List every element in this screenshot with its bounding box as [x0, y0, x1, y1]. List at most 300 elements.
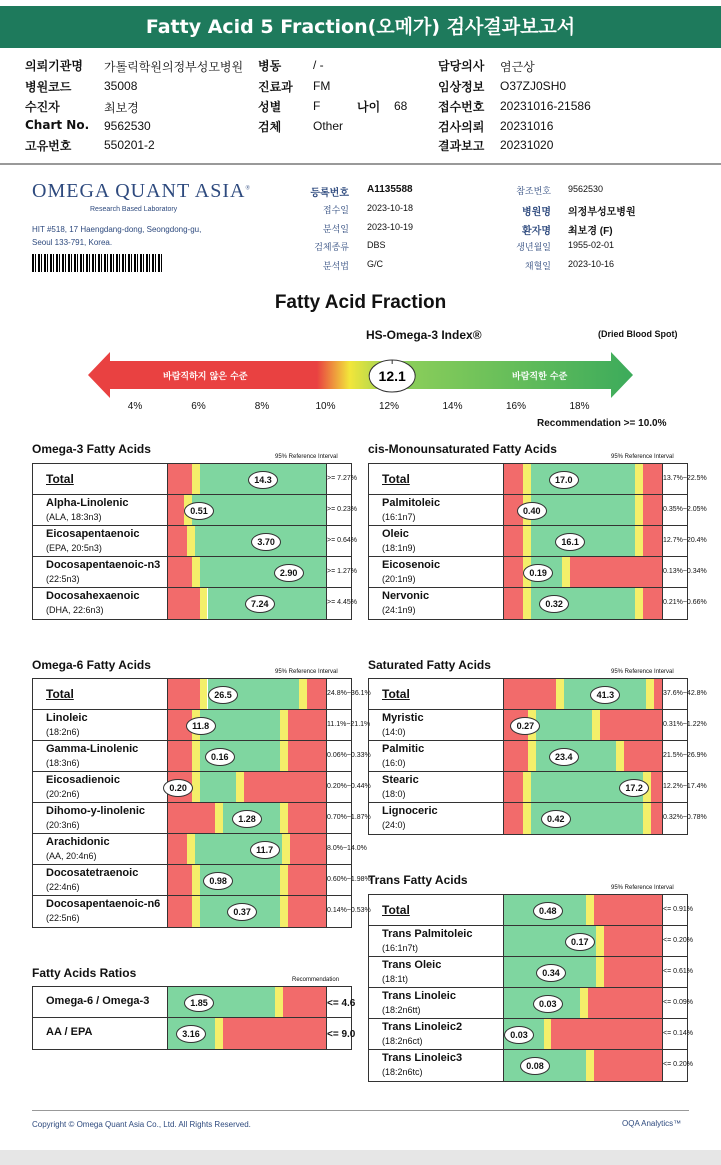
range-segment-y	[236, 772, 244, 802]
row-subname: (24:0)	[382, 820, 406, 830]
patient-value: 가톨릭학원의정부성모병원	[104, 60, 244, 74]
range-bar	[167, 865, 327, 895]
reference-range: <= 9.0	[327, 1028, 356, 1040]
range-segment-r	[600, 710, 662, 740]
row-subname: (18:2n6tt)	[382, 1005, 421, 1015]
range-bar	[503, 803, 663, 834]
patient-label: 의뢰기관명	[25, 59, 83, 73]
range-bar	[503, 988, 663, 1018]
range-segment-r	[223, 1018, 326, 1049]
range-segment-y	[299, 679, 307, 709]
report-label: 병원명	[522, 207, 551, 218]
lab-logo	[32, 180, 251, 203]
fatty-acid-row	[33, 987, 356, 1018]
report-label: 분석일	[322, 224, 349, 234]
range-segment-r	[654, 679, 662, 709]
total-row	[369, 895, 693, 926]
patient-label: 검체	[258, 120, 282, 134]
value-bubble: 11.8	[186, 717, 216, 735]
reference-range: 37.6%~42.8%	[663, 689, 707, 697]
range-segment-y	[280, 741, 288, 771]
range-segment-r	[168, 896, 192, 927]
range-segment-y	[192, 741, 200, 771]
range-segment-y	[646, 679, 654, 709]
patient-value: / -	[313, 58, 324, 72]
fatty-acid-row	[369, 1050, 693, 1081]
range-segment-r	[504, 464, 523, 494]
range-segment-r	[168, 557, 192, 587]
range-segment-r	[290, 834, 326, 864]
gauge-tick-label: 8%	[254, 401, 270, 412]
gauge-tick-label: 10%	[315, 401, 336, 412]
fatty-acid-row	[33, 834, 367, 865]
row-subname: (22:5n6)	[46, 913, 80, 923]
range-segment-y	[192, 865, 200, 895]
range-segment-r	[504, 679, 556, 709]
value-bubble: 0.34	[536, 964, 566, 982]
value-bubble: 16.1	[555, 533, 585, 551]
range-segment-r	[588, 988, 662, 1018]
range-segment-r	[551, 1019, 662, 1049]
range-segment-r	[504, 588, 523, 619]
patient-value: 35008	[104, 79, 138, 93]
lab-address-line1: HIT #518, 17 Haengdang-dong, Seongdong-gu,	[32, 225, 202, 234]
lab-tagline: Research Based Laboratory	[90, 206, 178, 213]
patient-label: 나이	[357, 100, 381, 114]
range-segment-r	[643, 464, 662, 494]
range-segment-y	[523, 772, 531, 802]
row-name: Trans Linoleic	[382, 990, 456, 1002]
range-bar	[503, 957, 663, 987]
patient-value: 20231016-21586	[500, 99, 591, 113]
value-bubble: 3.16	[176, 1025, 206, 1043]
section-title: Fatty Acids Ratios	[32, 966, 137, 980]
row-name: Omega-6 / Omega-3	[46, 995, 150, 1007]
report-label: 분석법	[322, 261, 349, 271]
report-value: 최보경 (F)	[568, 226, 613, 237]
patient-value: FM	[313, 79, 331, 93]
reference-range: <= 0.91%	[663, 905, 693, 913]
reference-range: 0.35%~2.05%	[663, 505, 707, 513]
range-segment-g	[531, 464, 635, 494]
row-subname: (16:1n7)	[382, 512, 416, 522]
patient-value: 20231016	[500, 119, 554, 133]
range-bar	[503, 679, 663, 709]
fatty-acid-row	[33, 588, 357, 619]
row-name: Eicosenoic	[382, 559, 441, 571]
row-name: Trans Linoleic2	[382, 1021, 463, 1033]
range-bar	[503, 588, 663, 619]
reference-range: 0.13%~0.34%	[663, 567, 707, 575]
range-segment-r	[288, 710, 326, 740]
range-segment-g	[200, 772, 236, 802]
range-segment-r	[168, 741, 192, 771]
row-name: Docosahexaenoic	[46, 590, 140, 602]
reference-range: >= 4.45%	[327, 598, 357, 606]
fatty-acid-row	[369, 741, 707, 772]
range-segment-y	[596, 926, 604, 956]
section-header-note: 95% Reference Interval	[275, 454, 338, 460]
lab-logo-mark: ®	[245, 185, 251, 192]
patient-value: 최보경	[104, 101, 139, 115]
index-title: HS-Omega-3 Index®	[366, 328, 482, 342]
report-value: G/C	[367, 259, 384, 269]
patient-value: O37ZJ0SH0	[500, 79, 567, 93]
row-name: AA / EPA	[46, 1026, 93, 1038]
range-segment-r	[570, 557, 662, 587]
report-label: 채혈일	[524, 261, 551, 271]
row-name: Arachidonic	[46, 836, 110, 848]
copyright: Copyright © Omega Quant Asia Co., Ltd. All Rights Reserved.	[32, 1120, 251, 1129]
section-table	[32, 463, 357, 620]
range-segment-y	[635, 495, 643, 525]
range-bar	[503, 464, 663, 494]
row-subname: (20:3n6)	[46, 820, 80, 830]
section-table	[368, 678, 707, 835]
range-segment-y	[635, 588, 643, 619]
reference-range: >= 1.27%	[327, 567, 357, 575]
range-segment-y	[187, 834, 195, 864]
patient-label: 병원코드	[25, 80, 72, 94]
range-segment-r	[594, 1050, 662, 1081]
range-segment-y	[280, 865, 288, 895]
report-value: 2023-10-18	[367, 203, 414, 213]
value-bubble: 0.42	[541, 810, 571, 828]
fatty-acid-row	[369, 988, 693, 1019]
value-bubble: 17.2	[619, 779, 649, 797]
row-name: Stearic	[382, 774, 419, 786]
range-segment-y	[187, 526, 195, 556]
range-segment-y	[523, 588, 531, 619]
index-value: 12.1	[378, 368, 406, 384]
section-table	[32, 678, 371, 928]
patient-label: Chart No.	[25, 118, 90, 132]
section-header-note: 95% Reference Interval	[275, 669, 338, 675]
value-bubble: 41.3	[590, 686, 620, 704]
range-segment-y	[586, 895, 594, 925]
patient-label: 결과보고	[438, 139, 485, 153]
patient-value: Other	[313, 119, 344, 133]
value-bubble: 1.85	[184, 994, 214, 1012]
lab-logo-text: OMEGA QUANT ASIA	[32, 180, 246, 202]
patient-label: 담당의사	[438, 59, 485, 73]
range-segment-y	[192, 464, 200, 494]
row-subname: (16:1n7t)	[382, 943, 419, 953]
patient-label: 성별	[258, 100, 282, 114]
patient-value: 염근상	[500, 60, 535, 74]
total-label: Total	[382, 903, 410, 917]
value-bubble: 1.28	[232, 810, 262, 828]
range-segment-y	[200, 588, 208, 619]
patient-label: 임상정보	[438, 80, 485, 94]
range-segment-r	[283, 987, 326, 1017]
range-segment-y	[282, 834, 290, 864]
lab-address-line2: Seoul 133-791, Korea.	[32, 238, 113, 247]
value-bubble: 0.27	[510, 717, 540, 735]
patient-label: 고유번호	[25, 139, 72, 153]
total-row	[33, 464, 357, 495]
reference-range: <= 0.20%	[663, 936, 693, 944]
value-bubble: 0.03	[504, 1026, 534, 1044]
value-bubble: 0.40	[517, 502, 547, 520]
value-bubble: 0.19	[523, 564, 553, 582]
range-segment-r	[288, 865, 326, 895]
section-title: Omega-6 Fatty Acids	[32, 658, 151, 672]
reference-range: 0.70%~1.87%	[327, 813, 371, 821]
value-bubble: 26.5	[208, 686, 238, 704]
fatty-acid-row	[33, 557, 357, 588]
patient-label: 접수번호	[438, 100, 485, 114]
gauge-tick-label: 4%	[127, 401, 143, 412]
row-name: Myristic	[382, 712, 424, 724]
reference-range: 0.60%~1.98%	[327, 875, 371, 883]
row-name: Palmitoleic	[382, 497, 441, 509]
value-bubble: 14.3	[248, 471, 278, 489]
range-bar	[167, 741, 327, 771]
reference-range: 0.21%~0.66%	[663, 598, 707, 606]
row-subname: (18:1t)	[382, 974, 409, 984]
row-name: Docosatetraenoic	[46, 867, 139, 879]
range-segment-r	[624, 741, 662, 771]
range-bar	[167, 679, 327, 709]
range-segment-y	[280, 710, 288, 740]
section-title: Saturated Fatty Acids	[368, 658, 491, 672]
reference-range: >= 0.23%	[327, 505, 357, 513]
row-subname: (18:2n6tc)	[382, 1067, 423, 1077]
value-bubble: 0.37	[227, 903, 257, 921]
range-segment-y	[215, 1018, 223, 1049]
range-bar	[503, 741, 663, 771]
value-bubble: 11.7	[250, 841, 280, 859]
range-bar	[503, 895, 663, 925]
report-label: 접수일	[322, 205, 349, 215]
value-bubble: 2.90	[274, 564, 304, 582]
range-segment-y	[528, 741, 536, 771]
report-value: A1135588	[367, 184, 413, 195]
section-title: Trans Fatty Acids	[368, 873, 468, 887]
range-segment-r	[168, 679, 200, 709]
section-header-note: 95% Reference Interval	[611, 454, 674, 460]
report-value: 2023-10-16	[568, 259, 615, 269]
report-label: 등록번호	[310, 188, 349, 199]
footer-divider	[32, 1110, 689, 1111]
fatty-acid-row	[33, 495, 357, 526]
patient-label: 검사의뢰	[438, 120, 485, 134]
range-segment-y	[523, 464, 531, 494]
range-segment-r	[168, 834, 187, 864]
section-header-note: 95% Reference Interval	[611, 669, 674, 675]
reference-range: 0.20%~0.44%	[327, 782, 371, 790]
index-marker	[369, 360, 415, 392]
value-bubble: 0.17	[565, 933, 595, 951]
range-segment-y	[635, 526, 643, 556]
value-bubble: 0.48	[533, 902, 563, 920]
reference-range: <= 0.61%	[663, 967, 693, 975]
reference-range: >= 7.27%	[327, 474, 357, 482]
section-title: Omega-3 Fatty Acids	[32, 442, 151, 456]
fatty-acid-row	[33, 1018, 356, 1049]
range-segment-r	[604, 926, 662, 956]
reference-range: <= 0.09%	[663, 998, 693, 1006]
range-segment-y	[592, 710, 600, 740]
range-segment-g	[200, 557, 326, 587]
range-segment-r	[651, 772, 662, 802]
report-value: 1955-02-01	[568, 240, 615, 250]
omega3-index-gauge	[88, 352, 633, 398]
range-segment-r	[307, 679, 326, 709]
fatty-acid-row	[369, 588, 707, 619]
row-name: Docosapentaenoic-n3	[46, 559, 161, 571]
range-segment-r	[168, 865, 192, 895]
value-bubble: 0.32	[539, 595, 569, 613]
reference-range: <= 0.20%	[663, 1060, 693, 1068]
range-bar	[167, 834, 327, 864]
row-subname: (22:5n3)	[46, 574, 80, 584]
fatty-acid-row	[33, 526, 357, 557]
patient-value: F	[313, 99, 321, 113]
range-segment-r	[643, 526, 662, 556]
reference-range: 11.1%~21.1%	[327, 720, 371, 728]
reference-range: 13.7%~22.5%	[663, 474, 707, 482]
range-segment-y	[192, 557, 200, 587]
value-bubble: 0.16	[205, 748, 235, 766]
fatty-acid-row	[369, 772, 707, 803]
brand: OQA Analytics™	[622, 1119, 682, 1128]
fatty-acid-row	[369, 803, 707, 834]
range-segment-y	[635, 464, 643, 494]
range-segment-y	[562, 557, 570, 587]
value-bubble: 3.70	[251, 533, 281, 551]
row-subname: (18:0)	[382, 789, 406, 799]
range-segment-r	[643, 495, 662, 525]
range-segment-y	[616, 741, 624, 771]
report-value: DBS	[367, 240, 386, 250]
fatty-acid-row	[33, 741, 371, 772]
reference-range: 12.7%~20.4%	[663, 536, 707, 544]
row-name: Lignoceric	[382, 805, 438, 817]
total-label: Total	[382, 472, 410, 486]
row-subname: (EPA, 20:5n3)	[46, 543, 102, 553]
range-segment-y	[275, 987, 283, 1017]
row-subname: (18:2n6)	[46, 727, 80, 737]
report-title: Fatty Acid 5 Fraction(오메가) 검사결과보고서	[0, 6, 721, 48]
value-bubble: 7.24	[245, 595, 275, 613]
section-table	[368, 894, 693, 1082]
row-subname: (20:2n6)	[46, 789, 80, 799]
fraction-title: Fatty Acid Fraction	[274, 292, 447, 313]
row-name: Trans Palmitoleic	[382, 928, 473, 940]
row-name: Nervonic	[382, 590, 430, 602]
range-segment-r	[168, 495, 184, 525]
gauge-tick-label: 16%	[505, 401, 526, 412]
report-value: 9562530	[568, 184, 604, 194]
range-segment-g	[536, 710, 593, 740]
reference-range: 8.0%~14.0%	[327, 844, 367, 852]
row-subname: (18:1n9)	[382, 543, 416, 553]
row-name: Eicosapentaenoic	[46, 528, 140, 540]
reference-range: 12.2%~17.4%	[663, 782, 707, 790]
row-subname: (18:3n6)	[46, 758, 80, 768]
row-name: Gamma-Linolenic	[46, 743, 139, 755]
range-segment-y	[586, 1050, 594, 1081]
patient-label: 병동	[258, 59, 282, 73]
range-segment-r	[594, 895, 662, 925]
reference-range: 0.31%~1.22%	[663, 720, 707, 728]
fatty-acid-row	[33, 896, 371, 927]
reference-range: <= 4.6	[327, 997, 356, 1009]
section-table	[368, 463, 707, 620]
gauge-tick-label: 18%	[569, 401, 590, 412]
total-row	[33, 679, 371, 710]
range-segment-r	[504, 526, 523, 556]
patient-value: 68	[394, 99, 408, 113]
range-segment-y	[280, 896, 288, 927]
range-segment-y	[544, 1019, 552, 1049]
range-segment-y	[643, 803, 651, 834]
range-segment-r	[288, 803, 326, 833]
report-label: 환자명	[522, 226, 551, 237]
range-segment-r	[504, 557, 523, 587]
row-subname: (DHA, 22:6n3)	[46, 605, 104, 615]
range-segment-r	[288, 741, 326, 771]
row-subname: (ALA, 18:3n3)	[46, 512, 102, 522]
row-subname: (18:2n6ct)	[382, 1036, 423, 1046]
range-bar	[167, 464, 327, 494]
fatty-acid-row	[369, 957, 693, 988]
fatty-acid-row	[369, 557, 707, 588]
range-segment-r	[604, 957, 662, 987]
range-segment-y	[523, 526, 531, 556]
value-bubble: 17.0	[549, 471, 579, 489]
row-subname: (22:4n6)	[46, 882, 80, 892]
fatty-acid-row	[369, 710, 707, 741]
patient-value: 550201-2	[104, 138, 155, 152]
report-value: 의정부성모병원	[568, 207, 636, 218]
patient-value: 9562530	[104, 119, 151, 133]
range-segment-y	[200, 679, 208, 709]
row-name: Trans Oleic	[382, 959, 442, 971]
report-label: 참조번호	[516, 186, 551, 196]
range-segment-r	[168, 526, 187, 556]
fatty-acid-row	[369, 1019, 693, 1050]
row-name: Alpha-Linolenic	[46, 497, 129, 509]
gauge-tick-label: 6%	[191, 401, 206, 412]
section-header-note: 95% Reference Interval	[611, 885, 674, 891]
fatty-acid-row	[369, 526, 707, 557]
range-segment-y	[596, 957, 604, 987]
range-segment-y	[215, 803, 223, 833]
range-segment-r	[168, 588, 200, 619]
gauge-tick-label: 12%	[378, 401, 399, 412]
patient-label: 수진자	[25, 100, 60, 114]
row-name: Dihomo-y-linolenic	[46, 805, 145, 817]
bad-level-label: 바람직하지 않은 수준	[163, 372, 248, 382]
range-segment-y	[523, 803, 531, 834]
patient-value: 20231020	[500, 138, 554, 152]
divider	[0, 163, 721, 165]
total-row	[369, 464, 707, 495]
reference-range: 0.14%~0.53%	[327, 906, 371, 914]
section-header-note: Recommendation	[292, 977, 340, 983]
range-segment-r	[643, 588, 662, 619]
value-bubble: 0.08	[520, 1057, 550, 1075]
reference-range: >= 0.64%	[327, 536, 357, 544]
row-subname: (AA, 20:4n6)	[46, 851, 97, 861]
fatty-acid-row	[33, 772, 371, 803]
row-name: Palmitic	[382, 743, 425, 755]
reference-range: 21.5%~26.9%	[663, 751, 707, 759]
row-subname: (20:1n9)	[382, 574, 416, 584]
